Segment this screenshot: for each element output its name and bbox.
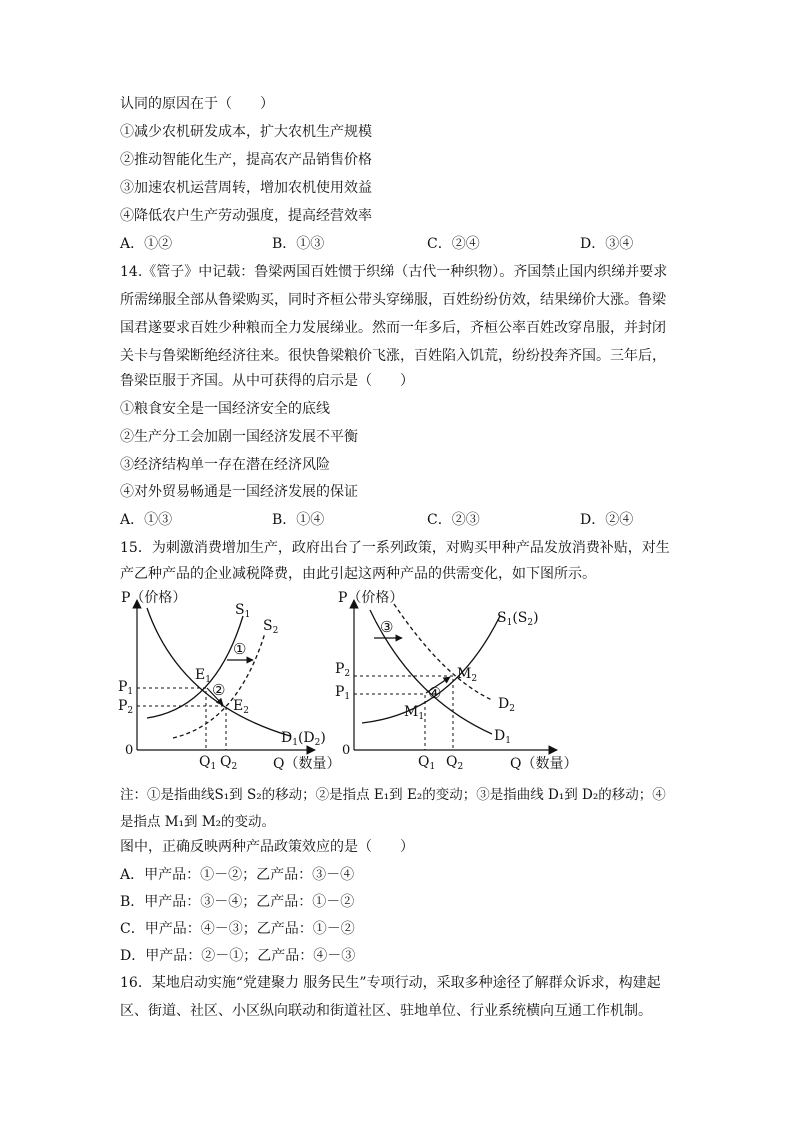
q15-option-a: A．甲产品：①－②；乙产品：③－④	[120, 867, 355, 883]
q13-stem-tail: 认同的原因在于（ ）	[120, 96, 274, 112]
curve-s1-label: $S_1$	[235, 602, 251, 620]
demand-curve-d2	[394, 604, 492, 700]
q14-option-a: A．①③	[120, 512, 173, 528]
origin-label: 0	[342, 743, 351, 758]
curve-d2-label: $D_2$	[498, 696, 515, 714]
y-axis-label: P（价格）	[121, 590, 187, 606]
q13-option-c: C．②④	[427, 236, 480, 252]
p1-label: $P_1$	[118, 679, 134, 697]
point-m1-label: $M_1$	[404, 704, 425, 722]
q2-label: $Q_2$	[446, 754, 464, 772]
marker-1: ①	[233, 640, 247, 658]
q15-question: 图中，正确反映两种产品政策效应的是（ ）	[120, 839, 414, 855]
curve-d1-label: $D_1$	[494, 728, 511, 746]
q14-line-1: 14.《管子》中记载：鲁梁两国百姓惯于织绨（古代一种织物）。齐国禁止国内织绨并要求	[120, 264, 668, 280]
q14-line-3: 国君遂要求百姓少种粮而全力发展绨业。然而一年多后，齐桓公率百姓改穿帛服，并封闭	[120, 320, 666, 336]
point-e2-label: $E_2$	[233, 698, 249, 716]
origin-label: 0	[125, 743, 134, 758]
marker-3: ③	[380, 618, 394, 636]
curve-s2-label: $S_2$	[263, 618, 279, 636]
q13-option-b: B．①③	[272, 236, 325, 252]
q15-option-c: C．甲产品：④－③；乙产品：①－②	[120, 921, 355, 937]
q14-line-2: 所需绨服全部从鲁梁购买，同时齐桓公带头穿绨服，百姓纷纷仿效，结果绨价大涨。鲁梁	[120, 292, 666, 308]
q13-option-a: A．①②	[120, 236, 173, 252]
point-e1-label: $E_1$	[195, 667, 211, 685]
q14-option-b: B．①④	[272, 512, 325, 528]
q13-option-d: D．③④	[580, 236, 634, 252]
q14-option-d: D．②④	[580, 512, 634, 528]
q1-label: $Q_1$	[418, 754, 436, 772]
q16-line-2: 区、街道、社区、小区纵向联动和街道社区、驻地单位、行业系统横向互通工作机制。	[120, 1003, 652, 1019]
curve-s-label: $S_1(S_2)$	[497, 610, 539, 628]
point-m2-label: $M_2$	[457, 666, 478, 684]
q13-item-1: ①减少农机研发成本，扩大农机生产规模	[120, 124, 372, 140]
q16-line-1: 16．某地启动实施“党建聚力 服务民生”专项行动，采取多种途径了解群众诉求，构建起	[120, 975, 661, 991]
x-axis-label: Q（数量）	[510, 756, 577, 772]
q14-item-1: ①粮食安全是一国经济安全的底线	[120, 401, 330, 417]
q14-line-5: 鲁梁臣服于齐国。从中可获得的启示是（ ）	[120, 373, 414, 389]
q13-item-3: ③加速农机运营周转，增加农机使用效益	[120, 180, 372, 196]
q13-item-2: ②推动智能化生产，提高农产品销售价格	[120, 152, 372, 168]
q14-option-c: C．②③	[427, 512, 480, 528]
p2-label: $P_2$	[335, 661, 351, 679]
y-axis-label: P（价格）	[338, 590, 404, 606]
q15-line-2: 产乙种产品的企业减税降费，由此引起这两种产品的供需变化，如下图所示。	[120, 566, 596, 582]
curve-d-label: $D_1(D_2)$	[281, 730, 326, 748]
q15-note-line-1: 注：①是指曲线S₁到 S₂的移动；②是指点 E₁到 E₂的变动；③是指曲线 D₁到 D₂的移动；④	[120, 787, 666, 803]
q14-line-4: 关卡与鲁梁断绝经济往来。很快鲁梁粮价飞涨，百姓陷入饥荒，纷纷投奔齐国。三年后，	[120, 348, 666, 364]
x-axis-label: Q（数量）	[273, 756, 340, 772]
q15-option-d: D．甲产品：②－①；乙产品：④－③	[120, 948, 356, 964]
q14-item-2: ②生产分工会加剧一国经济发展不平衡	[120, 429, 358, 445]
marker-4: ④	[428, 684, 442, 702]
p2-label: $P_2$	[118, 698, 134, 716]
p1-label: $P_1$	[335, 684, 351, 702]
q15-note-line-2: 是指点 M₁到 M₂的变动。	[120, 814, 276, 830]
q14-item-4: ④对外贸易畅通是一国经济发展的保证	[120, 484, 358, 500]
q14-item-3: ③经济结构单一存在潜在经济风险	[120, 457, 330, 473]
q13-item-4: ④降低农户生产劳动强度，提高经营效率	[120, 208, 372, 224]
supply-demand-diagram-left	[115, 588, 340, 778]
q15-line-1: 15．为刺激消费增加生产，政府出台了一系列政策，对购买甲种产品发放消费补贴，对生	[120, 540, 670, 556]
q2-label: $Q_2$	[220, 754, 238, 772]
marker-2: ②	[212, 681, 226, 699]
q15-option-b: B．甲产品：③－④；乙产品：①－②	[120, 894, 355, 910]
q1-label: $Q_1$	[199, 754, 217, 772]
supply-demand-diagram-right	[332, 588, 577, 778]
